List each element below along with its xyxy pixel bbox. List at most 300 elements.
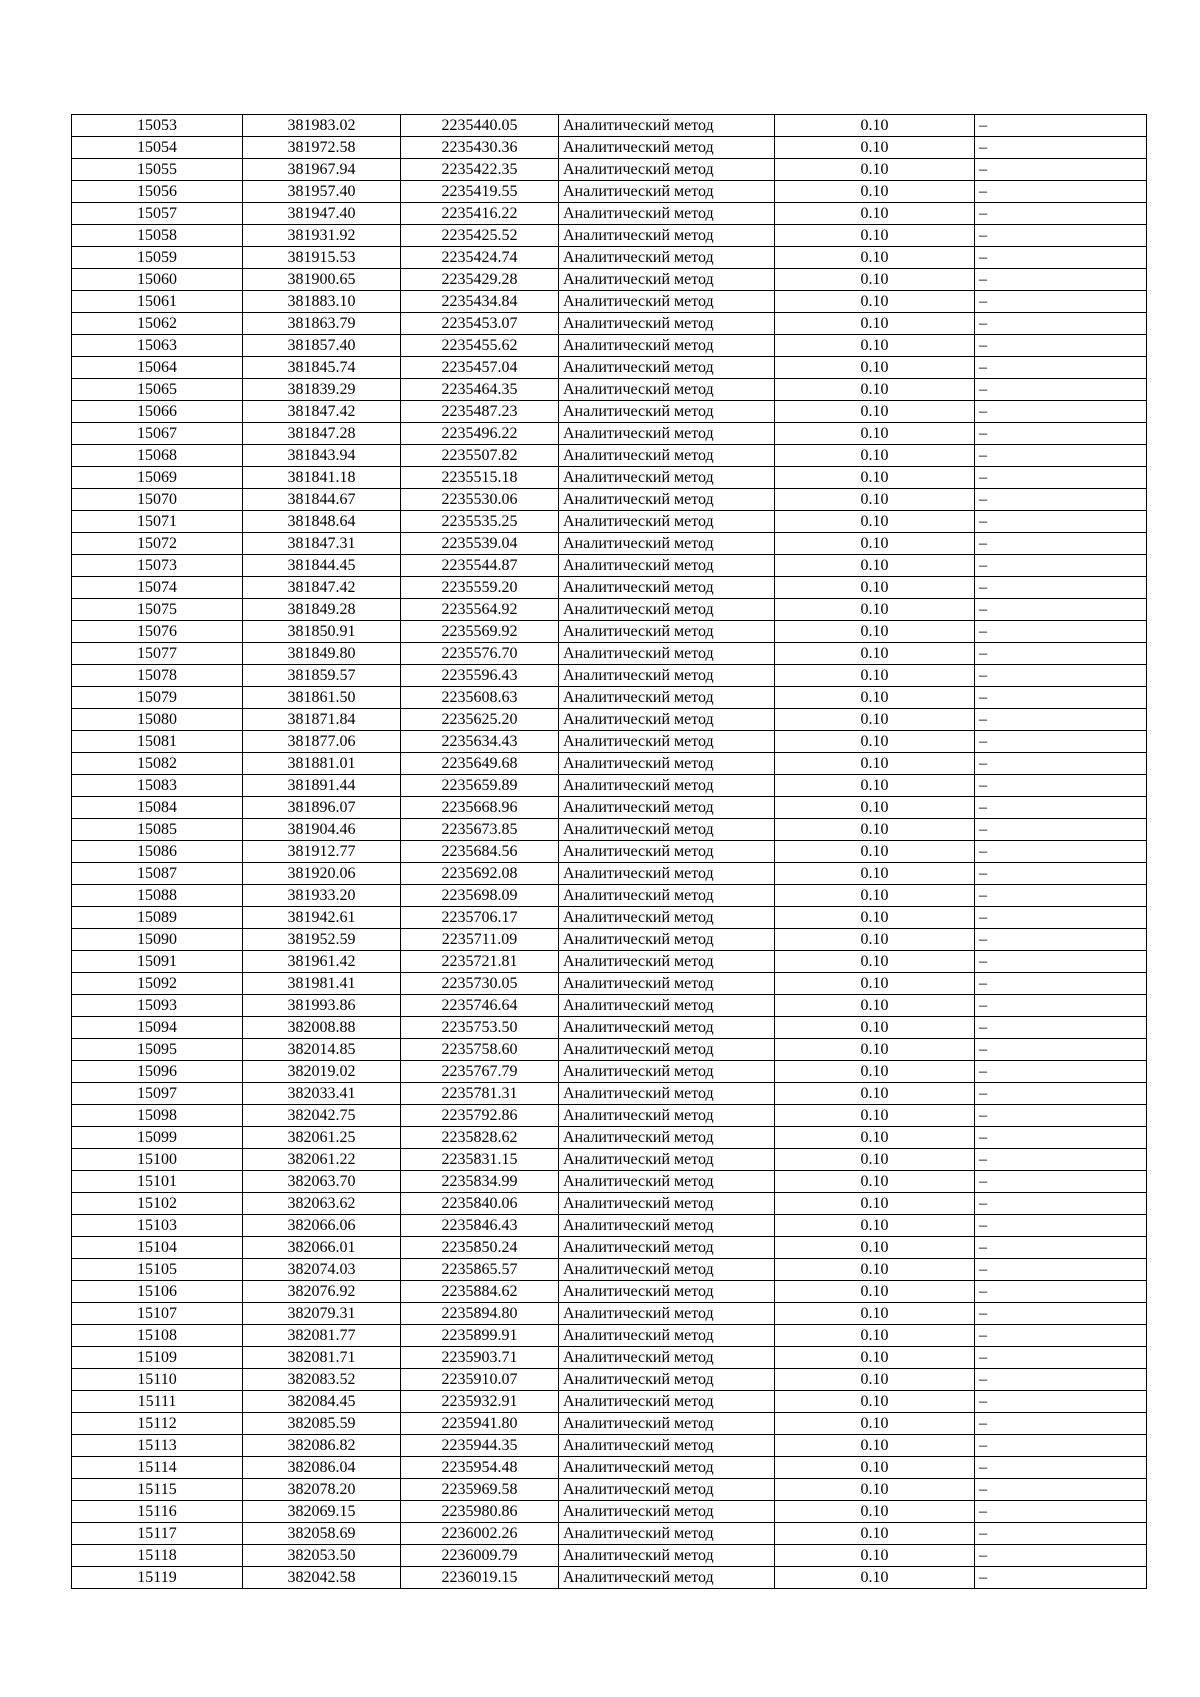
description-cell: – (975, 511, 1147, 533)
y-coordinate-cell: 2235457.04 (401, 357, 559, 379)
accuracy-cell: 0.10 (775, 159, 975, 181)
point-number-cell: 15105 (72, 1259, 243, 1281)
x-coordinate-cell: 381891.44 (243, 775, 401, 797)
y-coordinate-cell: 2235941.80 (401, 1413, 559, 1435)
description-cell: – (975, 313, 1147, 335)
table-row (72, 885, 1147, 907)
accuracy-cell: 0.10 (775, 313, 975, 335)
x-coordinate-cell: 381849.80 (243, 643, 401, 665)
point-number-cell: 15055 (72, 159, 243, 181)
x-coordinate-cell: 381942.61 (243, 907, 401, 929)
description-cell: – (975, 797, 1147, 819)
method-cell: Аналитический метод (559, 225, 775, 247)
table-row (72, 775, 1147, 797)
method-cell: Аналитический метод (559, 291, 775, 313)
method-cell: Аналитический метод (559, 1523, 775, 1545)
table-row (72, 1545, 1147, 1567)
point-number-cell: 15064 (72, 357, 243, 379)
point-number-cell: 15081 (72, 731, 243, 753)
x-coordinate-cell: 381844.67 (243, 489, 401, 511)
x-coordinate-cell: 382084.45 (243, 1391, 401, 1413)
y-coordinate-cell: 2235698.09 (401, 885, 559, 907)
table-row (72, 467, 1147, 489)
table-row (72, 1391, 1147, 1413)
x-coordinate-cell: 381920.06 (243, 863, 401, 885)
y-coordinate-cell: 2235980.86 (401, 1501, 559, 1523)
table-row (72, 357, 1147, 379)
accuracy-cell: 0.10 (775, 819, 975, 841)
x-coordinate-cell: 382083.52 (243, 1369, 401, 1391)
accuracy-cell: 0.10 (775, 1237, 975, 1259)
point-number-cell: 15085 (72, 819, 243, 841)
x-coordinate-cell: 381877.06 (243, 731, 401, 753)
accuracy-cell: 0.10 (775, 1501, 975, 1523)
point-number-cell: 15115 (72, 1479, 243, 1501)
table-row (72, 533, 1147, 555)
description-cell: – (975, 929, 1147, 951)
table-row (72, 1281, 1147, 1303)
x-coordinate-cell: 381952.59 (243, 929, 401, 951)
point-number-cell: 15086 (72, 841, 243, 863)
point-number-cell: 15096 (72, 1061, 243, 1083)
table-row (72, 1347, 1147, 1369)
x-coordinate-cell: 381847.42 (243, 401, 401, 423)
y-coordinate-cell: 2235507.82 (401, 445, 559, 467)
accuracy-cell: 0.10 (775, 929, 975, 951)
method-cell: Аналитический метод (559, 467, 775, 489)
description-cell: – (975, 687, 1147, 709)
y-coordinate-cell: 2235530.06 (401, 489, 559, 511)
x-coordinate-cell: 382069.15 (243, 1501, 401, 1523)
table-row (72, 621, 1147, 643)
x-coordinate-cell: 381915.53 (243, 247, 401, 269)
table-row (72, 1259, 1147, 1281)
table-row (72, 797, 1147, 819)
method-cell: Аналитический метод (559, 863, 775, 885)
accuracy-cell: 0.10 (775, 1523, 975, 1545)
description-cell: – (975, 533, 1147, 555)
x-coordinate-cell: 381849.28 (243, 599, 401, 621)
description-cell: – (975, 1061, 1147, 1083)
point-number-cell: 15094 (72, 1017, 243, 1039)
method-cell: Аналитический метод (559, 885, 775, 907)
accuracy-cell: 0.10 (775, 1215, 975, 1237)
point-number-cell: 15059 (72, 247, 243, 269)
x-coordinate-cell: 382061.22 (243, 1149, 401, 1171)
description-cell: – (975, 1479, 1147, 1501)
method-cell: Аналитический метод (559, 181, 775, 203)
point-number-cell: 15101 (72, 1171, 243, 1193)
description-cell: – (975, 1215, 1147, 1237)
method-cell: Аналитический метод (559, 1369, 775, 1391)
point-number-cell: 15068 (72, 445, 243, 467)
point-number-cell: 15074 (72, 577, 243, 599)
y-coordinate-cell: 2235453.07 (401, 313, 559, 335)
point-number-cell: 15072 (72, 533, 243, 555)
point-number-cell: 15091 (72, 951, 243, 973)
x-coordinate-cell: 381967.94 (243, 159, 401, 181)
description-cell: – (975, 1237, 1147, 1259)
x-coordinate-cell: 381861.50 (243, 687, 401, 709)
point-number-cell: 15065 (72, 379, 243, 401)
point-number-cell: 15106 (72, 1281, 243, 1303)
y-coordinate-cell: 2235535.25 (401, 511, 559, 533)
accuracy-cell: 0.10 (775, 753, 975, 775)
x-coordinate-cell: 381900.65 (243, 269, 401, 291)
point-number-cell: 15097 (72, 1083, 243, 1105)
table-row (72, 1303, 1147, 1325)
y-coordinate-cell: 2235711.09 (401, 929, 559, 951)
x-coordinate-cell: 382066.01 (243, 1237, 401, 1259)
method-cell: Аналитический метод (559, 269, 775, 291)
table-row (72, 1523, 1147, 1545)
method-cell: Аналитический метод (559, 643, 775, 665)
accuracy-cell: 0.10 (775, 445, 975, 467)
y-coordinate-cell: 2235576.70 (401, 643, 559, 665)
table-row (72, 115, 1147, 137)
table-row (72, 159, 1147, 181)
table-row (72, 1083, 1147, 1105)
table-row (72, 401, 1147, 423)
method-cell: Аналитический метод (559, 511, 775, 533)
table-row (72, 863, 1147, 885)
accuracy-cell: 0.10 (775, 555, 975, 577)
accuracy-cell: 0.10 (775, 137, 975, 159)
y-coordinate-cell: 2235596.43 (401, 665, 559, 687)
accuracy-cell: 0.10 (775, 1413, 975, 1435)
method-cell: Аналитический метод (559, 929, 775, 951)
method-cell: Аналитический метод (559, 401, 775, 423)
table-row (72, 995, 1147, 1017)
y-coordinate-cell: 2235634.43 (401, 731, 559, 753)
accuracy-cell: 0.10 (775, 291, 975, 313)
description-cell: – (975, 467, 1147, 489)
table-row (72, 511, 1147, 533)
method-cell: Аналитический метод (559, 1479, 775, 1501)
y-coordinate-cell: 2235721.81 (401, 951, 559, 973)
accuracy-cell: 0.10 (775, 1083, 975, 1105)
table-row (72, 1369, 1147, 1391)
y-coordinate-cell: 2235434.84 (401, 291, 559, 313)
x-coordinate-cell: 381839.29 (243, 379, 401, 401)
table-row (72, 577, 1147, 599)
table-row (72, 203, 1147, 225)
x-coordinate-cell: 381912.77 (243, 841, 401, 863)
accuracy-cell: 0.10 (775, 775, 975, 797)
method-cell: Аналитический метод (559, 203, 775, 225)
accuracy-cell: 0.10 (775, 1259, 975, 1281)
point-number-cell: 15060 (72, 269, 243, 291)
description-cell: – (975, 401, 1147, 423)
description-cell: – (975, 1017, 1147, 1039)
y-coordinate-cell: 2235831.15 (401, 1149, 559, 1171)
method-cell: Аналитический метод (559, 709, 775, 731)
y-coordinate-cell: 2235746.64 (401, 995, 559, 1017)
y-coordinate-cell: 2235884.62 (401, 1281, 559, 1303)
x-coordinate-cell: 382086.04 (243, 1457, 401, 1479)
y-coordinate-cell: 2236002.26 (401, 1523, 559, 1545)
description-cell: – (975, 1347, 1147, 1369)
y-coordinate-cell: 2235834.99 (401, 1171, 559, 1193)
accuracy-cell: 0.10 (775, 1127, 975, 1149)
x-coordinate-cell: 382078.20 (243, 1479, 401, 1501)
method-cell: Аналитический метод (559, 753, 775, 775)
table-row (72, 687, 1147, 709)
method-cell: Аналитический метод (559, 665, 775, 687)
accuracy-cell: 0.10 (775, 687, 975, 709)
method-cell: Аналитический метод (559, 357, 775, 379)
x-coordinate-cell: 381850.91 (243, 621, 401, 643)
method-cell: Аналитический метод (559, 1017, 775, 1039)
point-number-cell: 15071 (72, 511, 243, 533)
point-number-cell: 15119 (72, 1567, 243, 1589)
y-coordinate-cell: 2235903.71 (401, 1347, 559, 1369)
method-cell: Аналитический метод (559, 1259, 775, 1281)
x-coordinate-cell: 382085.59 (243, 1413, 401, 1435)
y-coordinate-cell: 2235706.17 (401, 907, 559, 929)
table-row (72, 1193, 1147, 1215)
table-row (72, 907, 1147, 929)
accuracy-cell: 0.10 (775, 599, 975, 621)
method-cell: Аналитический метод (559, 423, 775, 445)
method-cell: Аналитический метод (559, 1105, 775, 1127)
accuracy-cell: 0.10 (775, 1149, 975, 1171)
y-coordinate-cell: 2235429.28 (401, 269, 559, 291)
method-cell: Аналитический метод (559, 973, 775, 995)
y-coordinate-cell: 2235910.07 (401, 1369, 559, 1391)
method-cell: Аналитический метод (559, 599, 775, 621)
accuracy-cell: 0.10 (775, 489, 975, 511)
description-cell: – (975, 1545, 1147, 1567)
table-row (72, 1061, 1147, 1083)
x-coordinate-cell: 381845.74 (243, 357, 401, 379)
description-cell: – (975, 599, 1147, 621)
description-cell: – (975, 819, 1147, 841)
accuracy-cell: 0.10 (775, 181, 975, 203)
y-coordinate-cell: 2235659.89 (401, 775, 559, 797)
point-number-cell: 15063 (72, 335, 243, 357)
method-cell: Аналитический метод (559, 797, 775, 819)
x-coordinate-cell: 382074.03 (243, 1259, 401, 1281)
x-coordinate-cell: 382066.06 (243, 1215, 401, 1237)
table-row (72, 247, 1147, 269)
accuracy-cell: 0.10 (775, 247, 975, 269)
y-coordinate-cell: 2235846.43 (401, 1215, 559, 1237)
method-cell: Аналитический метод (559, 1545, 775, 1567)
method-cell: Аналитический метод (559, 1061, 775, 1083)
table-row (72, 137, 1147, 159)
table-row (72, 1567, 1147, 1589)
accuracy-cell: 0.10 (775, 1303, 975, 1325)
x-coordinate-cell: 382076.92 (243, 1281, 401, 1303)
method-cell: Аналитический метод (559, 1303, 775, 1325)
accuracy-cell: 0.10 (775, 379, 975, 401)
point-number-cell: 15066 (72, 401, 243, 423)
x-coordinate-cell: 381841.18 (243, 467, 401, 489)
table-row (72, 709, 1147, 731)
accuracy-cell: 0.10 (775, 1545, 975, 1567)
description-cell: – (975, 731, 1147, 753)
point-number-cell: 15103 (72, 1215, 243, 1237)
method-cell: Аналитический метод (559, 577, 775, 599)
y-coordinate-cell: 2235781.31 (401, 1083, 559, 1105)
accuracy-cell: 0.10 (775, 357, 975, 379)
accuracy-cell: 0.10 (775, 1171, 975, 1193)
accuracy-cell: 0.10 (775, 797, 975, 819)
table-row (72, 1127, 1147, 1149)
coordinates-table-body (72, 115, 1147, 1589)
method-cell: Аналитический метод (559, 1149, 775, 1171)
y-coordinate-cell: 2235649.68 (401, 753, 559, 775)
method-cell: Аналитический метод (559, 621, 775, 643)
method-cell: Аналитический метод (559, 115, 775, 137)
point-number-cell: 15110 (72, 1369, 243, 1391)
point-number-cell: 15104 (72, 1237, 243, 1259)
accuracy-cell: 0.10 (775, 1479, 975, 1501)
x-coordinate-cell: 381981.41 (243, 973, 401, 995)
table-row (72, 181, 1147, 203)
method-cell: Аналитический метод (559, 995, 775, 1017)
x-coordinate-cell: 382019.02 (243, 1061, 401, 1083)
x-coordinate-cell: 382058.69 (243, 1523, 401, 1545)
accuracy-cell: 0.10 (775, 225, 975, 247)
accuracy-cell: 0.10 (775, 995, 975, 1017)
y-coordinate-cell: 2235515.18 (401, 467, 559, 489)
point-number-cell: 15058 (72, 225, 243, 247)
table-row (72, 445, 1147, 467)
table-row (72, 1479, 1147, 1501)
accuracy-cell: 0.10 (775, 335, 975, 357)
x-coordinate-cell: 381847.28 (243, 423, 401, 445)
y-coordinate-cell: 2235894.80 (401, 1303, 559, 1325)
point-number-cell: 15076 (72, 621, 243, 643)
method-cell: Аналитический метод (559, 1457, 775, 1479)
description-cell: – (975, 863, 1147, 885)
x-coordinate-cell: 381871.84 (243, 709, 401, 731)
accuracy-cell: 0.10 (775, 731, 975, 753)
description-cell: – (975, 1083, 1147, 1105)
point-number-cell: 15108 (72, 1325, 243, 1347)
x-coordinate-cell: 381847.42 (243, 577, 401, 599)
y-coordinate-cell: 2235625.20 (401, 709, 559, 731)
accuracy-cell: 0.10 (775, 951, 975, 973)
description-cell: – (975, 445, 1147, 467)
point-number-cell: 15075 (72, 599, 243, 621)
point-number-cell: 15067 (72, 423, 243, 445)
point-number-cell: 15112 (72, 1413, 243, 1435)
accuracy-cell: 0.10 (775, 1369, 975, 1391)
point-number-cell: 15069 (72, 467, 243, 489)
y-coordinate-cell: 2235430.36 (401, 137, 559, 159)
y-coordinate-cell: 2235464.35 (401, 379, 559, 401)
y-coordinate-cell: 2235419.55 (401, 181, 559, 203)
x-coordinate-cell: 382053.50 (243, 1545, 401, 1567)
point-number-cell: 15088 (72, 885, 243, 907)
y-coordinate-cell: 2235569.92 (401, 621, 559, 643)
y-coordinate-cell: 2235487.23 (401, 401, 559, 423)
y-coordinate-cell: 2235422.35 (401, 159, 559, 181)
y-coordinate-cell: 2235692.08 (401, 863, 559, 885)
x-coordinate-cell: 381931.92 (243, 225, 401, 247)
point-number-cell: 15084 (72, 797, 243, 819)
y-coordinate-cell: 2235668.96 (401, 797, 559, 819)
point-number-cell: 15100 (72, 1149, 243, 1171)
accuracy-cell: 0.10 (775, 863, 975, 885)
accuracy-cell: 0.10 (775, 643, 975, 665)
table-row (72, 379, 1147, 401)
table-row (72, 1501, 1147, 1523)
description-cell: – (975, 1457, 1147, 1479)
x-coordinate-cell: 381883.10 (243, 291, 401, 313)
point-number-cell: 15057 (72, 203, 243, 225)
table-row (72, 225, 1147, 247)
table-row (72, 973, 1147, 995)
description-cell: – (975, 247, 1147, 269)
accuracy-cell: 0.10 (775, 907, 975, 929)
accuracy-cell: 0.10 (775, 1017, 975, 1039)
x-coordinate-cell: 381896.07 (243, 797, 401, 819)
description-cell: – (975, 1171, 1147, 1193)
x-coordinate-cell: 382081.71 (243, 1347, 401, 1369)
table-row (72, 1457, 1147, 1479)
y-coordinate-cell: 2235544.87 (401, 555, 559, 577)
description-cell: – (975, 907, 1147, 929)
accuracy-cell: 0.10 (775, 423, 975, 445)
x-coordinate-cell: 382061.25 (243, 1127, 401, 1149)
table-row (72, 335, 1147, 357)
method-cell: Аналитический метод (559, 159, 775, 181)
accuracy-cell: 0.10 (775, 1281, 975, 1303)
y-coordinate-cell: 2235608.63 (401, 687, 559, 709)
description-cell: – (975, 643, 1147, 665)
description-cell: – (975, 951, 1147, 973)
description-cell: – (975, 423, 1147, 445)
point-number-cell: 15111 (72, 1391, 243, 1413)
point-number-cell: 15099 (72, 1127, 243, 1149)
accuracy-cell: 0.10 (775, 1567, 975, 1589)
accuracy-cell: 0.10 (775, 1193, 975, 1215)
method-cell: Аналитический метод (559, 379, 775, 401)
x-coordinate-cell: 382086.82 (243, 1435, 401, 1457)
y-coordinate-cell: 2235758.60 (401, 1039, 559, 1061)
point-number-cell: 15090 (72, 929, 243, 951)
method-cell: Аналитический метод (559, 1127, 775, 1149)
method-cell: Аналитический метод (559, 1435, 775, 1457)
point-number-cell: 15113 (72, 1435, 243, 1457)
point-number-cell: 15118 (72, 1545, 243, 1567)
description-cell: – (975, 335, 1147, 357)
accuracy-cell: 0.10 (775, 665, 975, 687)
method-cell: Аналитический метод (559, 1501, 775, 1523)
x-coordinate-cell: 382033.41 (243, 1083, 401, 1105)
accuracy-cell: 0.10 (775, 533, 975, 555)
x-coordinate-cell: 381993.86 (243, 995, 401, 1017)
x-coordinate-cell: 382008.88 (243, 1017, 401, 1039)
method-cell: Аналитический метод (559, 687, 775, 709)
y-coordinate-cell: 2235564.92 (401, 599, 559, 621)
point-number-cell: 15080 (72, 709, 243, 731)
x-coordinate-cell: 381972.58 (243, 137, 401, 159)
description-cell: – (975, 137, 1147, 159)
accuracy-cell: 0.10 (775, 621, 975, 643)
y-coordinate-cell: 2235828.62 (401, 1127, 559, 1149)
table-row (72, 1017, 1147, 1039)
point-number-cell: 15079 (72, 687, 243, 709)
table-row (72, 1039, 1147, 1061)
y-coordinate-cell: 2235673.85 (401, 819, 559, 841)
table-row (72, 1325, 1147, 1347)
description-cell: – (975, 203, 1147, 225)
